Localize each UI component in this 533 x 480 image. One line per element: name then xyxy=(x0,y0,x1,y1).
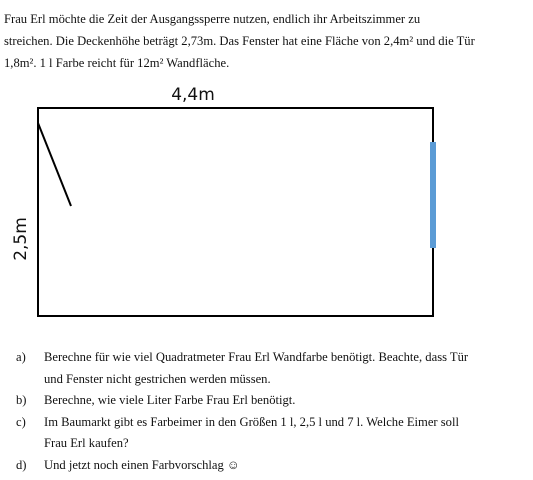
intro-line: 1,8m². 1 l Farbe reicht für 12m² Wandfläche. xyxy=(4,56,230,70)
intro-paragraph xyxy=(4,8,530,74)
task-marker: a) xyxy=(16,350,26,364)
task-text-line: Berechne für wie viel Quadratmeter Frau Erl Wandfarbe benötigt. Beachte, dass Tür xyxy=(44,350,469,364)
task-item-d xyxy=(16,455,526,477)
task-text-line: Berechne, wie viele Liter Farbe Frau Erl benötigt. xyxy=(44,393,296,407)
task-list xyxy=(16,347,526,476)
room-floor-plan xyxy=(0,78,533,328)
task-marker: b) xyxy=(16,393,27,407)
door-swing-line xyxy=(38,123,71,206)
task-text-line: und Fenster nicht gestrichen werden müssen. xyxy=(44,371,271,386)
task-item-c xyxy=(16,412,526,455)
task-text-line: Und jetzt noch einen Farbvorschlag ☺ xyxy=(44,457,240,472)
task-text-line: Frau Erl kaufen? xyxy=(44,436,129,450)
intro-line: streichen. Die Deckenhöhe beträgt 2,73m. Das Fenster hat eine Fläche von 2,4m² und die Tür xyxy=(4,34,475,48)
task-marker: d) xyxy=(16,457,27,472)
height-label: 2,5m xyxy=(11,217,31,261)
task-text-line: Im Baumarkt gibt es Farbeimer in den Größen 1 l, 2,5 l und 7 l. Welche Eimer soll xyxy=(44,414,459,429)
intro-line: Frau Erl möchte die Zeit der Ausgangssperre nutzen, endlich ihr Arbeitszimmer zu xyxy=(4,12,421,26)
room-outline xyxy=(38,108,433,316)
task-item-b xyxy=(16,390,526,412)
width-label: 4,4m xyxy=(171,85,215,105)
task-marker: c) xyxy=(16,414,26,429)
task-item-a xyxy=(16,347,526,390)
